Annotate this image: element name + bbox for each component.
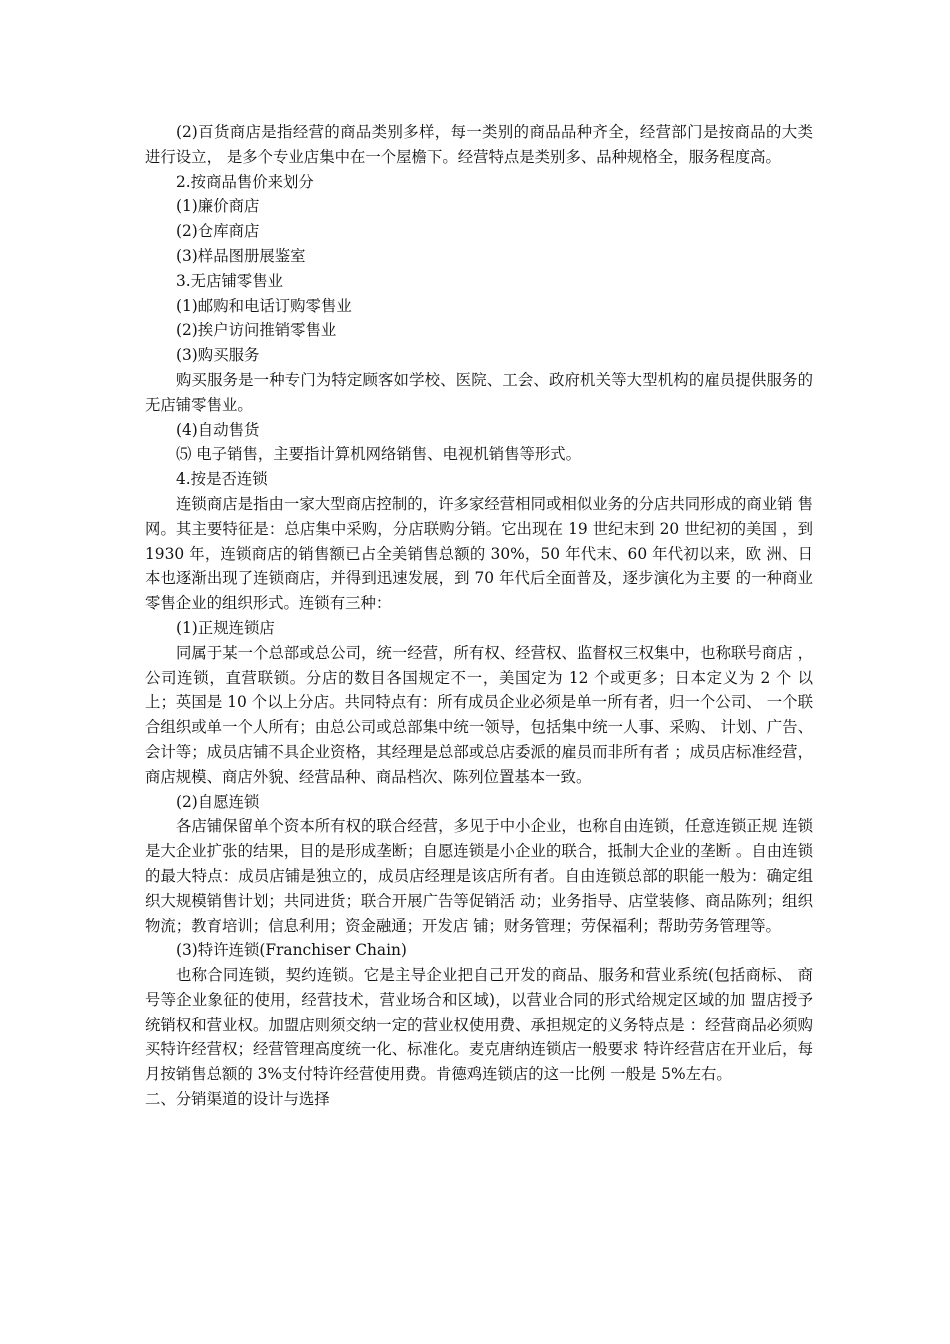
heading-chain: 4.按是否连锁	[176, 470, 268, 489]
list-item-franchise-chain: (3)特许连锁(Franchiser Chain)	[176, 941, 407, 960]
list-item-regular-chain: (1)正规连锁店	[176, 618, 275, 637]
paragraph-regular-chain: 同属于某一个总部或总公司，统一经营，所有权、经营权、监督权三权集中，也称联号商店 ，公司连锁，直营联锁。分店的数目各国规定不一，美国定为 12 个或更多；日本定义为 2 个 以上；英国是 10 个以上分店。共同特点有：所有成员企业必须是单一所有者，归一个公司、 一个联合组织或单一个人所有；由总公司或总部集中统一领导，包括集中统一人事、采购、 计划、广告、会计等；成员店铺不具企业资格，其经理是总部或总店委派的雇员而非所有者 ；成员店标准经营，商店规模、商店外貌、经营品种、商品档次、陈列位置基本一致。	[145, 643, 813, 786]
paragraph-buying-service: 购买服务是一种专门为特定顾客如学校、医院、工会、政府机关等大型机构的雇员提供服务的无店铺零售业。	[145, 370, 813, 414]
list-item-catalog-showroom: (3)样品图册展鉴室	[176, 246, 306, 265]
list-item-buying-service: (3)购买服务	[176, 346, 260, 365]
list-item-electronic-sales: ⑸ 电子销售，主要指计算机网络销售、电视机销售等形式。	[176, 445, 582, 464]
document-page	[145, 120, 813, 1112]
paragraph-voluntary-chain: 各店铺保留单个资本所有权的联合经营，多见于中小企业，也称自由连锁，任意连锁正规 连锁是大企业扩张的结果，目的是形成垄断；自愿连锁是小企业的联合，抵制大企业的垄断 。自由连锁的最大特点：成员店铺是独立的，成员店经理是该店所有者。自由连锁总部的职能一般为：确定组织大规模销售计划；共同进货；联合开展广告等促销活 动；业务指导、店堂装修、商品陈列；组织物流；教育培训；信息利用；资金融通；开发店 铺；财务管理；劳保福利；帮助劳务管理等。	[145, 817, 813, 935]
paragraph-chain-store: 连锁商店是指由一家大型商店控制的，许多家经营相同或相似业务的分店共同形成的商业销 售网。其主要特征是：总店集中采购，分店联购分销。它出现在 19 世纪末到 20 世纪初的美国 ，到 1930 年，连锁商店的销售额已占全美销售总额的 30%，50 年代末、60 年代初以来，欧 洲、日本也逐渐出现了连锁商店，并得到迅速发展，到 70 年代后全面普及，逐步演化为主要 的一种商业零售企业的组织形式。连锁有三种：	[145, 494, 813, 613]
list-item-vending: (4)自动售货	[176, 420, 260, 439]
paragraph-franchise-chain: 也称合同连锁，契约连锁。它是主导企业把自己开发的商品、服务和营业系统(包括商标、 商号等企业象征的使用，经营技术，营业场合和区域)，以营业合同的形式给规定区域的加 盟店授予统销权和营业权。加盟店则须交纳一定的营业权使用费、承担规定的义务特点是 ：经营商品必须购买特许经营权；经营管理高度统一化、标准化。麦克唐纳连锁店一般要求 特许经营店在开业后，每月按销售总额的 3%支付特许经营使用费。肯德鸡连锁店的这一比例 一般是 5%左右。	[145, 966, 813, 1084]
heading-by-price: 2.按商品售价来划分	[176, 172, 314, 191]
list-item-warehouse-store: (2)仓库商店	[176, 222, 260, 241]
list-item-voluntary-chain: (2)自愿连锁	[176, 792, 260, 811]
list-item-discount-store: (1)廉价商店	[176, 197, 260, 216]
list-item-door-to-door: (2)挨户访问推销零售业	[176, 321, 337, 340]
list-item-mail-phone-order: (1)邮购和电话订购零售业	[176, 296, 352, 315]
section-heading-channel-design: 二、分销渠道的设计与选择	[145, 1090, 330, 1109]
heading-non-store-retail: 3.无店铺零售业	[176, 271, 284, 290]
paragraph-department-store: (2)百货商店是指经营的商品类别多样，每一类别的商品品种齐全，经营部门是按商品的大类进行设立， 是多个专业店集中在一个屋檐下。经营特点是类别多、品种规格全，服务程度高。	[145, 123, 813, 166]
